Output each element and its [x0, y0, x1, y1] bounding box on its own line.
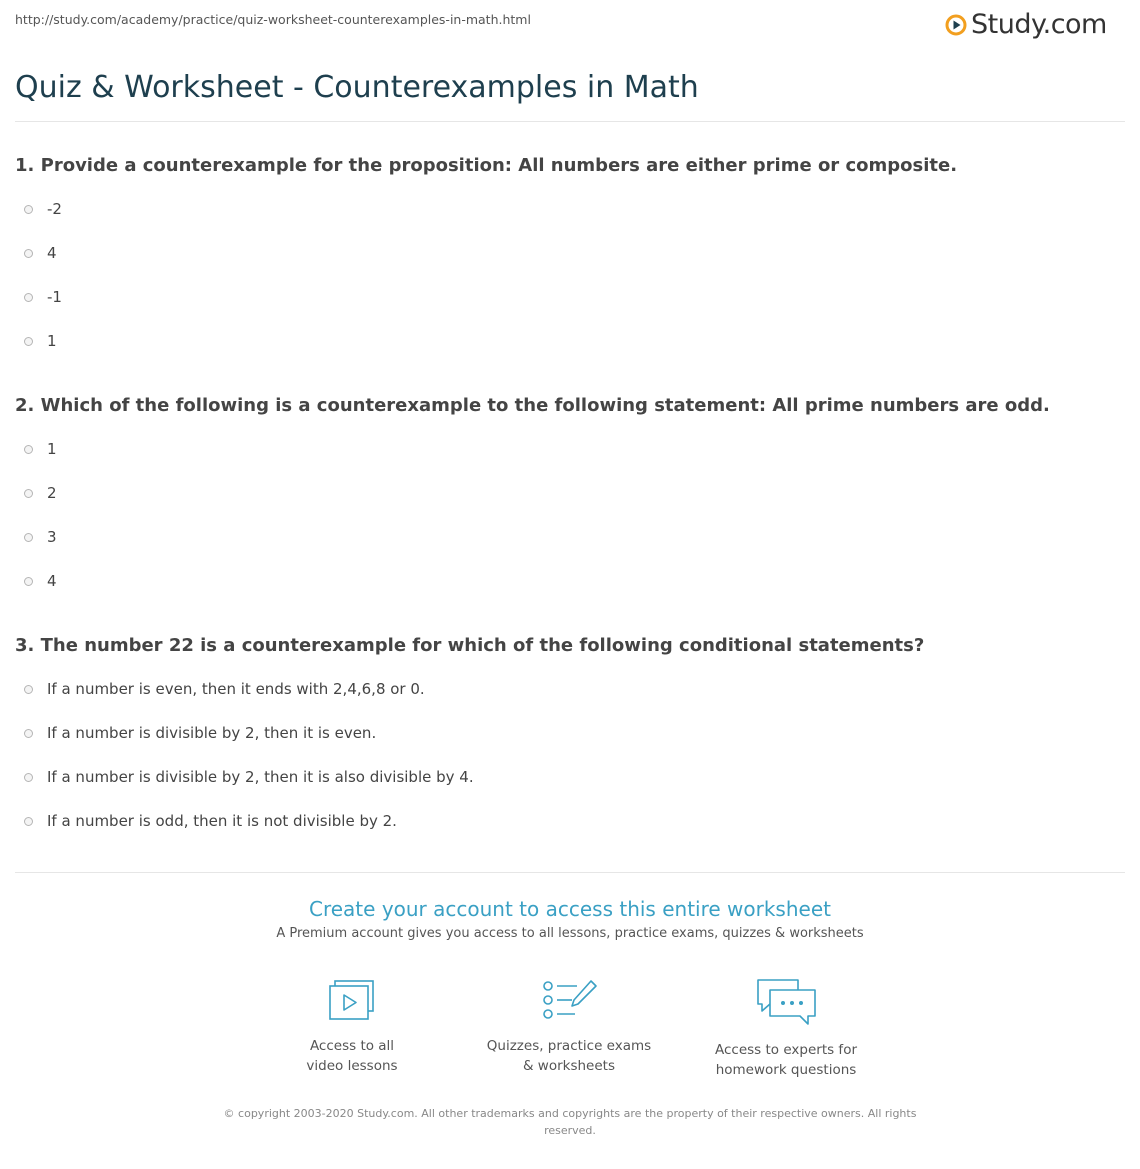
feature-label-line1: Quizzes, practice exams	[486, 1038, 652, 1054]
feature-experts	[686, 978, 886, 1080]
question-2-option-1[interactable]	[24, 440, 57, 458]
question-2: 2. Which of the following is a counterexample to the following statement: All prime numbers are odd.	[15, 395, 1050, 416]
feature-label-line1: Access to all	[309, 1038, 395, 1054]
radio-button[interactable]	[24, 533, 33, 542]
question-1-option-4[interactable]	[24, 332, 57, 350]
question-1-option-2[interactable]	[24, 244, 57, 262]
quiz-checklist-icon	[539, 978, 599, 1024]
question-1-option-1[interactable]	[24, 200, 62, 218]
option-label: 3	[47, 528, 57, 546]
question-3-option-3[interactable]	[24, 768, 474, 786]
question-1: 1. Provide a counterexample for the proposition: All numbers are either prime or composite.	[15, 155, 958, 176]
question-3: 3. The number 22 is a counterexample for which of the following conditional statements?	[15, 635, 925, 656]
question-1-option-3[interactable]	[24, 288, 62, 306]
question-2-option-2[interactable]	[24, 484, 57, 502]
option-label: 2	[47, 484, 57, 502]
cta-divider	[15, 872, 1125, 873]
premium-description: A Premium account gives you access to all lessons, practice exams, quizzes & worksheets	[276, 926, 864, 941]
question-3-option-4[interactable]	[24, 812, 397, 830]
radio-button[interactable]	[24, 249, 33, 258]
option-label: 1	[47, 332, 57, 350]
copyright-notice: © copyright 2003-2020 Study.com. All other trademarks and copyrights are the property of their respective owners. All rights reserved.	[223, 1107, 917, 1137]
feature-quizzes	[469, 978, 669, 1076]
option-label: If a number is divisible by 2, then it is even.	[47, 724, 377, 742]
chat-bubbles-icon	[754, 978, 818, 1028]
radio-button[interactable]	[24, 577, 33, 586]
radio-button[interactable]	[24, 729, 33, 738]
radio-button[interactable]	[24, 205, 33, 214]
question-3-option-2[interactable]	[24, 724, 376, 742]
logo-text: Study.com	[971, 9, 1107, 40]
study-logo[interactable]	[945, 9, 1107, 40]
question-2-option-4[interactable]	[24, 572, 57, 590]
option-label: If a number is odd, then it is not divisible by 2.	[47, 812, 397, 830]
create-account-link[interactable]: Create your account to access this entire worksheet	[309, 897, 831, 921]
radio-button[interactable]	[24, 489, 33, 498]
radio-button[interactable]	[24, 685, 33, 694]
radio-button[interactable]	[24, 445, 33, 454]
logo-play-icon	[945, 14, 967, 36]
feature-label-line1: Access to experts for	[714, 1042, 857, 1058]
feature-label-line2: homework questions	[715, 1062, 857, 1078]
radio-button[interactable]	[24, 293, 33, 302]
page-title: Quiz & Worksheet - Counterexamples in Math	[15, 70, 699, 105]
option-label: 4	[47, 244, 57, 262]
video-lessons-icon	[326, 978, 378, 1024]
option-label: 4	[47, 572, 57, 590]
option-label: If a number is divisible by 2, then it is also divisible by 4.	[47, 768, 474, 786]
option-label: -2	[47, 200, 62, 218]
feature-video-lessons	[252, 978, 452, 1076]
option-label: -1	[47, 288, 62, 306]
question-3-option-1[interactable]	[24, 680, 425, 698]
option-label: 1	[47, 440, 57, 458]
radio-button[interactable]	[24, 817, 33, 826]
radio-button[interactable]	[24, 337, 33, 346]
radio-button[interactable]	[24, 773, 33, 782]
page-url: http://study.com/academy/practice/quiz-worksheet-counterexamples-in-math.html	[15, 12, 531, 27]
option-label: If a number is even, then it ends with 2,4,6,8 or 0.	[47, 680, 425, 698]
title-divider	[15, 121, 1125, 122]
feature-label-line2: video lessons	[306, 1058, 398, 1074]
feature-label-line2: & worksheets	[522, 1058, 615, 1074]
question-2-option-3[interactable]	[24, 528, 57, 546]
